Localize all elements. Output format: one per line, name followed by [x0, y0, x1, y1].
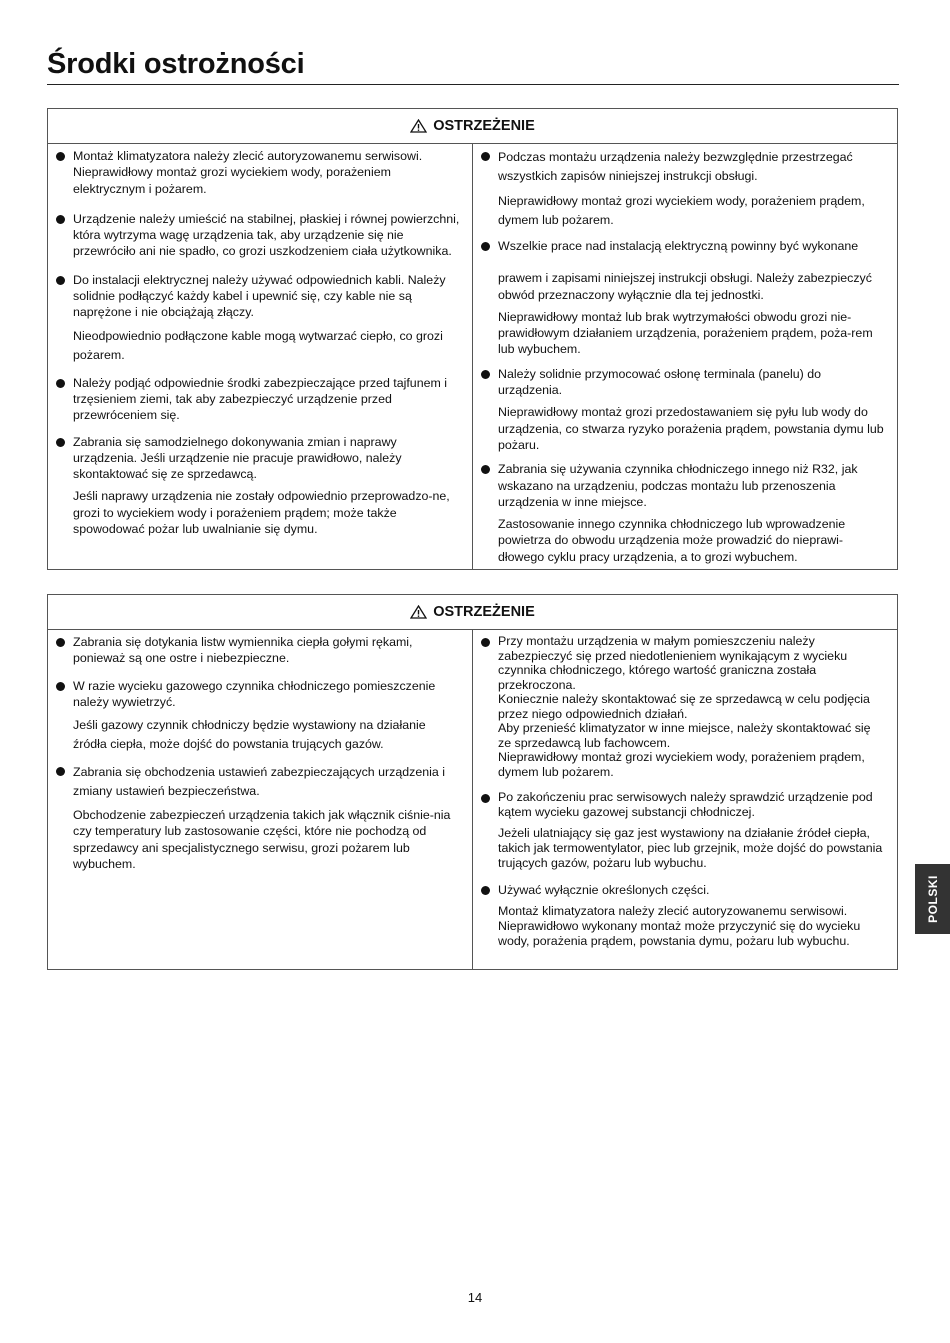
item-text: Zabrania się obchodzenia ustawień zabezpieczających urządzenia i zmiany ustawień bezpieczeństwa. [73, 765, 445, 799]
list-item [56, 434, 462, 538]
list-item [56, 678, 462, 755]
bullet-icon [56, 152, 65, 161]
bullet-icon [56, 682, 65, 691]
item-text: Zabrania się samodzielnego dokonywania zmian i naprawy urządzenia. Jeśli urządzenie nie pracuje prawidłowo, należy skontaktować się ze sprzedawcą. [73, 434, 402, 482]
warning-heading: OSTRZEŻENIE [433, 118, 535, 134]
warning-heading: OSTRZEŻENIE [433, 604, 535, 620]
list-item [56, 272, 462, 365]
item-note: Jeżeli ulatniający się gaz jest wystawiony na działanie źródeł ciepła, takich jak termowentylator, piec lub grzejnik, może dojść do powstania trujących gazów, pożaru lub wybuchu. [498, 826, 883, 870]
list-item [56, 634, 462, 667]
language-tab [915, 864, 950, 934]
item-text: Używać wyłącznie określonych części. [498, 883, 710, 897]
language-tab-label: POLSKI [926, 875, 941, 923]
list-item [481, 634, 887, 779]
list-item [56, 763, 462, 872]
item-text: Nieprawidłowy montaż grozi wyciekiem wody, porażeniem prądem, dymem lub pożarem. [498, 750, 865, 779]
page-number: 14 [467, 1290, 483, 1305]
warning-box-2-header [48, 595, 897, 630]
list-item [481, 366, 887, 453]
bullet-icon [56, 276, 65, 285]
item-text: W razie wycieku gazowego czynnika chłodniczego pomieszczenie należy wywietrzyć. [73, 678, 436, 709]
page-title: Środki ostrożności [47, 48, 305, 80]
list-item [56, 148, 462, 197]
warning-triangle-icon [410, 119, 427, 133]
bullet-icon [481, 152, 490, 161]
bullet-icon [481, 638, 490, 647]
item-note: Nieprawidłowy montaż grozi wyciekiem wody, porażeniem prądem, dymem lub pożarem. [498, 194, 865, 227]
list-item [481, 790, 887, 871]
list-item [481, 882, 887, 949]
item-note: Zastosowanie innego czynnika chłodniczego lub wprowadzenie powietrza do obwodu urządzenia może prowadzić do nieprawi-dłowego cyklu pracy urządzenia, a to grozi wybuchem. [498, 517, 846, 564]
list-item [481, 238, 887, 358]
bullet-icon [56, 215, 65, 224]
item-text: Aby przenieść klimatyzator w inne miejsce, należy skontaktować się ze sprzedawcą lub fachowcem. [498, 721, 871, 750]
item-note: Nieprawidłowy montaż grozi wyciekiem wody, porażeniem elektrycznym i pożarem. [73, 165, 391, 196]
warning-box-1-header [48, 109, 897, 144]
box-1-right-column [473, 143, 897, 569]
warning-triangle-icon [410, 605, 427, 619]
item-text: Po zakończeniu prac serwisowych należy sprawdzić urządzenie pod kątem wycieku gazowej substancji chłodniczej. [498, 790, 873, 819]
bullet-icon [481, 242, 490, 251]
item-text: Należy solidnie przymocować osłonę terminala (panelu) do urządzenia. [498, 366, 822, 398]
list-item [481, 148, 887, 230]
warning-box-1 [47, 108, 898, 570]
item-text: Podczas montażu urządzenia należy bezwzględnie przestrzegać wszystkich zapisów niniejszej instrukcji obsługi. [498, 150, 853, 183]
item-text: Koniecznie należy skontaktować się ze sprzedawcą w celu podjęcia przez niego odpowiednich działań. [498, 692, 870, 721]
item-note: Nieodpowiednio podłączone kable mogą wytwarzać ciepło, co grozi pożarem. [73, 328, 443, 362]
bullet-icon [481, 370, 490, 379]
bullet-icon [481, 886, 490, 895]
list-item [56, 211, 462, 260]
item-text: Montaż klimatyzatora należy zlecić autoryzowanemu serwisowi. [73, 149, 423, 163]
item-text: Do instalacji elektrycznej należy używać odpowiednich kabli. Należy solidnie podłączyć każdy kabel i upewnić się, czy kable nie są naprężone i nie obciążają złączy. [73, 272, 446, 320]
list-item [481, 461, 887, 565]
bullet-icon [56, 379, 65, 388]
item-text: Należy podjąć odpowiednie środki zabezpieczające przed tajfunem i trzęsieniem ziemi, tak aby zabezpieczyć urządzenie przed przewróceniem się. [73, 375, 448, 423]
item-text: Urządzenie należy umieścić na stabilnej, płaskiej i równej powierzchni, która wytrzyma wagę urządzenia tak, aby urządzenie się nie przewróciło ani nie spadło, co grozi uszkodzeniem ciała użytkownika. [73, 211, 460, 259]
box-1-left-column [48, 143, 473, 569]
item-note: Nieprawidłowy montaż grozi przedostawaniem się pyłu lub wody do urządzenia, co stwarza ryzyko porażenia prądem, powstania dymu lub pożaru. [498, 405, 884, 452]
item-note: Obchodzenie zabezpieczeń urządzenia takich jak włącznik ciśnie-nia czy temperatury lub zastosowanie części, które nie pochodzą od sprzedawcy ani specjalistycznego serwisu, grozi pożarem lub wybuchem. [73, 808, 451, 872]
bullet-icon [481, 794, 490, 803]
item-text: prawem i zapisami niniejszej instrukcji obsługi. Należy zabezpieczyć obwód przeznaczony wyłącznie dla tej jednostki. [498, 271, 872, 302]
bullet-icon [56, 767, 65, 776]
item-note: Jeśli naprawy urządzenia nie zostały odpowiednio przeprowadzo-ne, grozi to wyciekiem wody i porażeniem prądem; może także spowodować pożar lub uwalnianie się dymu. [73, 489, 450, 537]
box-2-right-column [473, 629, 897, 969]
bullet-icon [56, 438, 65, 447]
item-text: Wszelkie prace nad instalacją elektryczną powinny być wykonane [498, 239, 859, 253]
item-note: Montaż klimatyzatora należy zlecić autoryzowanemu serwisowi. Nieprawidłowo wykonany montaż może przyczynić się do wycieku wody, porażenia prądem, powstania dymu, pożaru lub wybuchu. [498, 904, 861, 949]
list-item [56, 375, 462, 424]
warning-box-2 [47, 594, 898, 970]
item-note: Nieprawidłowy montaż lub brak wytrzymałości obwodu grozi nie-prawidłowym działaniem urządzenia, porażeniem prądem, poża-rem lub wybuchem. [498, 309, 873, 357]
bullet-icon [56, 638, 65, 647]
item-text: Zabrania się używania czynnika chłodniczego innego niż R32, jak wskazano na urządzeniu, podczas montażu lub przenoszenia urządzenia w inne miejsce. [498, 462, 858, 509]
item-text: Zabrania się dotykania listw wymiennika ciepła gołymi rękami, ponieważ są one ostre i niebezpieczne. [73, 635, 413, 666]
title-rule [47, 84, 899, 85]
box-2-left-column [48, 629, 473, 969]
item-note: Jeśli gazowy czynnik chłodniczy będzie wystawiony na działanie źródła ciepła, może dojść do powstania trujących gazów. [73, 718, 426, 752]
item-text: Przy montażu urządzenia w małym pomieszczeniu należy zabezpieczyć się przed niedotlenieniem wynikającym z wycieku czynnika chłodniczego, którego wartość graniczna została przekroczona. [498, 634, 848, 692]
bullet-icon [481, 465, 490, 474]
